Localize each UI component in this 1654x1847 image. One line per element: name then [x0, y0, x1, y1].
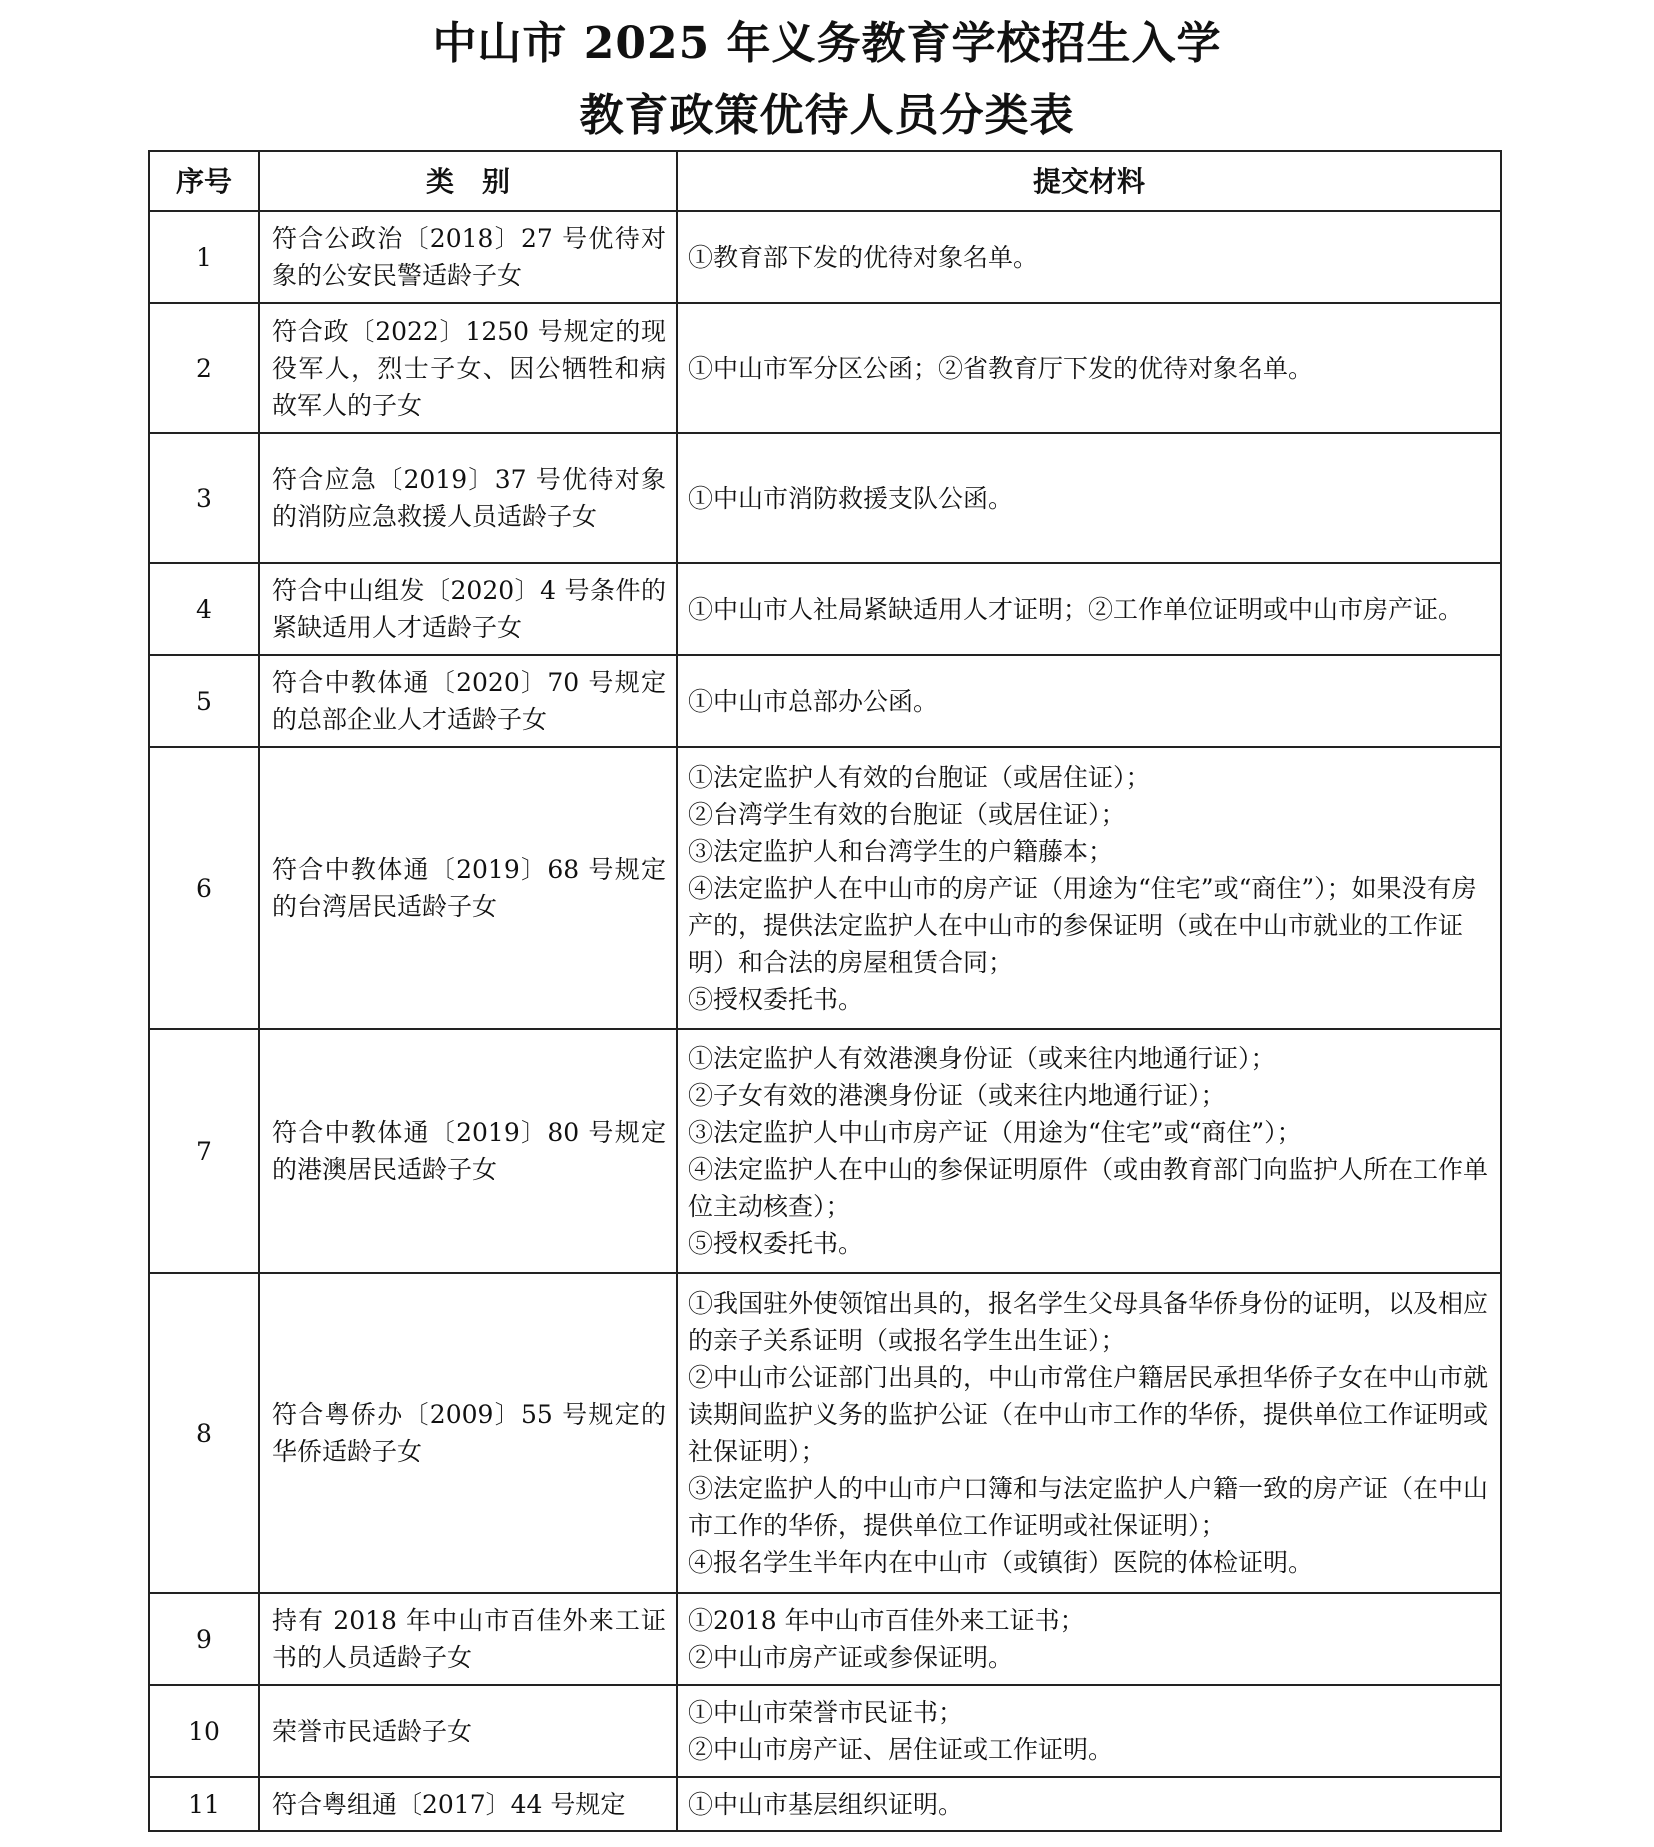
- material-item: ①中山市荣誉市民证书；: [688, 1698, 964, 1727]
- row-category: 符合中山组发〔2020〕4 号条件的紧缺适用人才适龄子女: [259, 563, 677, 655]
- row-seq: 1: [149, 211, 259, 303]
- material-item: ①中山市军分区公函；②省教育厅下发的优待对象名单。: [688, 353, 1314, 383]
- row-materials: [677, 1029, 1501, 1273]
- table-row: [149, 433, 1501, 563]
- material-item: ①法定监护人有效的台胞证（或居住证）；: [688, 762, 1151, 792]
- row-materials: [677, 1593, 1501, 1685]
- row-materials: [677, 747, 1501, 1029]
- row-seq: 3: [149, 433, 259, 563]
- table-row: [149, 1685, 1501, 1777]
- policy-table: [148, 150, 1502, 1832]
- row-seq: 7: [149, 1029, 259, 1273]
- material-item: ②中山市房产证、居住证或工作证明。: [688, 1735, 1114, 1764]
- row-seq: 11: [149, 1777, 259, 1831]
- material-item: ②中山市房产证或参保证明。: [688, 1643, 1014, 1672]
- row-seq: 2: [149, 303, 259, 433]
- table-row: [149, 211, 1501, 303]
- table-row: [149, 747, 1501, 1029]
- row-materials: [677, 433, 1501, 563]
- material-item: ①中山市总部办公函。: [688, 686, 939, 716]
- material-item: ①中山市人社局紧缺适用人才证明；②工作单位证明或中山市房产证。: [688, 594, 1464, 624]
- material-item: ④法定监护人在中山的参保证明原件（或由教育部门向监护人所在工作单位主动核查）；: [688, 1155, 1489, 1221]
- row-category: 符合应急〔2019〕37 号优待对象的消防应急救援人员适龄子女: [259, 433, 677, 563]
- row-category: 符合中教体通〔2019〕80 号规定的港澳居民适龄子女: [259, 1029, 677, 1273]
- row-materials: [677, 1273, 1501, 1593]
- row-materials: [677, 1777, 1501, 1831]
- material-item: ①我国驻外使领馆出具的，报名学生父母具备华侨身份的证明，以及相应的亲子关系证明（或报名学生出生证）；: [688, 1289, 1489, 1355]
- row-seq: 6: [149, 747, 259, 1029]
- material-item: ②中山市公证部门出具的，中山市常住户籍居民承担华侨子女在中山市就读期间监护义务的监护公证（在中山市工作的华侨，提供单位工作证明或社保证明）；: [688, 1363, 1489, 1466]
- material-item: ①2018 年中山市百佳外来工证书；: [688, 1606, 1085, 1635]
- material-item: ③法定监护人和台湾学生的户籍藤本；: [688, 836, 1114, 866]
- material-item: ①中山市消防救援支队公函。: [688, 483, 1014, 513]
- table-row: [149, 303, 1501, 433]
- row-materials: [677, 655, 1501, 747]
- header-seq: 序号: [149, 151, 259, 211]
- row-category: 符合粤侨办〔2009〕55 号规定的华侨适龄子女: [259, 1273, 677, 1593]
- row-seq: 10: [149, 1685, 259, 1777]
- material-item: ②台湾学生有效的台胞证（或居住证）；: [688, 799, 1126, 829]
- table-row: [149, 1777, 1501, 1831]
- table-row: [149, 563, 1501, 655]
- header-category: 类 别: [259, 151, 677, 211]
- row-seq: 8: [149, 1273, 259, 1593]
- row-category: 符合粤组通〔2017〕44 号规定: [259, 1777, 677, 1831]
- row-category: 符合政〔2022〕1250 号规定的现役军人，烈士子女、因公牺牲和病故军人的子女: [259, 303, 677, 433]
- row-category: 符合中教体通〔2019〕68 号规定的台湾居民适龄子女: [259, 747, 677, 1029]
- page-title-line-2: 教育政策优待人员分类表: [579, 90, 1075, 141]
- material-item: ④法定监护人在中山市的房产证（用途为“住宅”或“商住”）；如果没有房产的，提供法定监护人在中山市的参保证明（或在中山市就业的工作证明）和合法的房屋租赁合同；: [688, 873, 1477, 977]
- row-category: 符合公政治〔2018〕27 号优待对象的公安民警适龄子女: [259, 211, 677, 303]
- material-item: ③法定监护人中山市房产证（用途为“住宅”或“商住”）；: [688, 1118, 1302, 1147]
- material-item: ①教育部下发的优待对象名单。: [688, 242, 1039, 272]
- page-title-line-1: 中山市 2025 年义务教育学校招生入学: [432, 18, 1222, 69]
- row-category: 符合中教体通〔2020〕70 号规定的总部企业人才适龄子女: [259, 655, 677, 747]
- material-item: ①法定监护人有效港澳身份证（或来往内地通行证）；: [688, 1044, 1276, 1073]
- table-row: [149, 655, 1501, 747]
- material-item: ⑤授权委托书。: [688, 984, 864, 1014]
- row-materials: [677, 1685, 1501, 1777]
- row-seq: 4: [149, 563, 259, 655]
- row-materials: [677, 303, 1501, 433]
- row-materials: [677, 563, 1501, 655]
- row-seq: 5: [149, 655, 259, 747]
- table-row: [149, 1273, 1501, 1593]
- row-materials: [677, 211, 1501, 303]
- row-category: 荣誉市民适龄子女: [259, 1685, 677, 1777]
- table-row: [149, 1029, 1501, 1273]
- material-item: ④报名学生半年内在中山市（或镇街）医院的体检证明。: [688, 1548, 1314, 1577]
- table-header-row: [149, 151, 1501, 211]
- material-item: ③法定监护人的中山市户口簿和与法定监护人户籍一致的房产证（在中山市工作的华侨，提供单位工作证明或社保证明）；: [688, 1474, 1489, 1540]
- table-body: [149, 211, 1501, 1831]
- material-item: ①中山市基层组织证明。: [688, 1789, 964, 1819]
- material-item: ⑤授权委托书。: [688, 1229, 864, 1258]
- table-row: [149, 1593, 1501, 1685]
- row-category: 持有 2018 年中山市百佳外来工证书的人员适龄子女: [259, 1593, 677, 1685]
- header-materials: 提交材料: [677, 151, 1501, 211]
- material-item: ②子女有效的港澳身份证（或来往内地通行证）；: [688, 1081, 1226, 1110]
- row-seq: 9: [149, 1593, 259, 1685]
